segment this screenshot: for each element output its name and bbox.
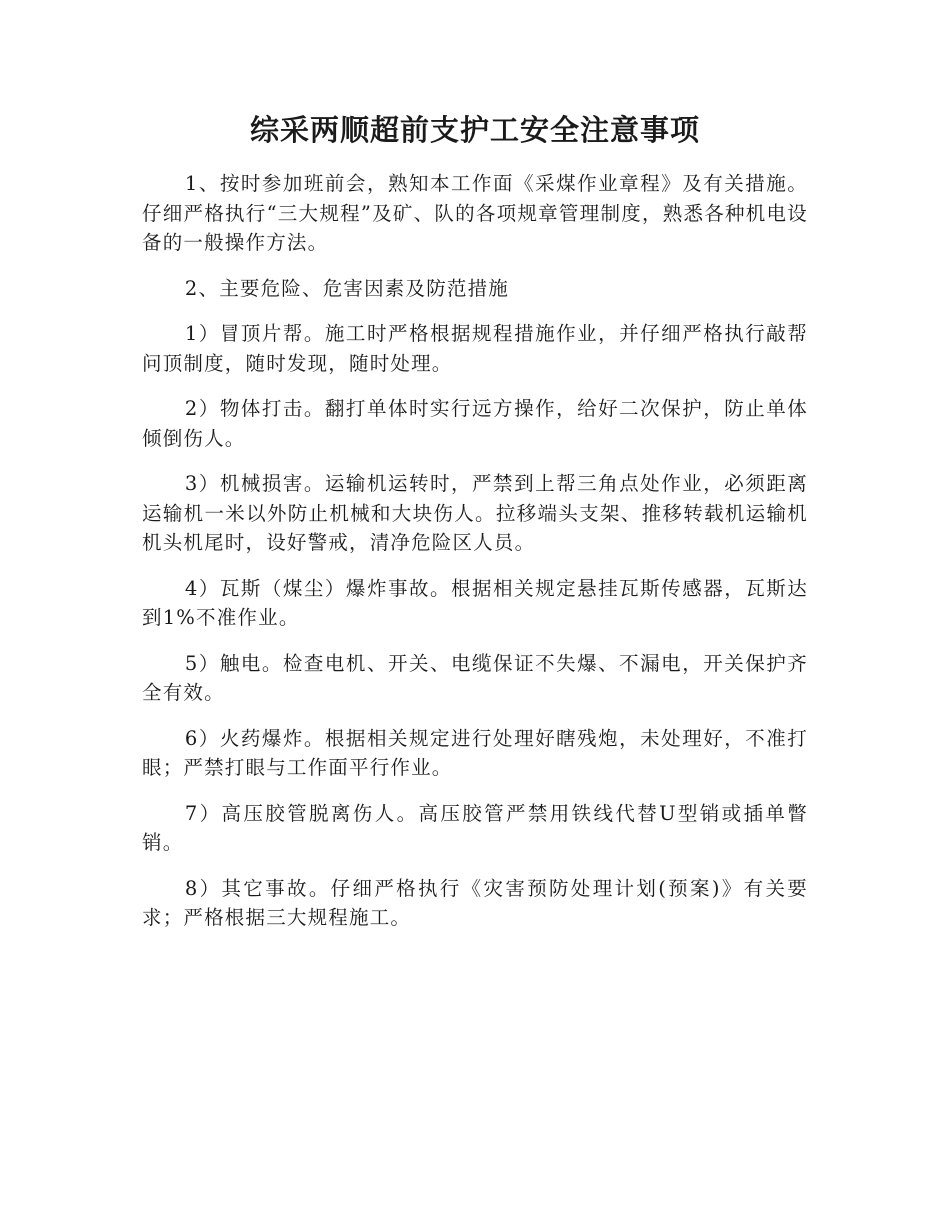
paragraph-7: 5）触电。检查电机、开关、电缆保证不失爆、不漏电，开关保护齐全有效。 bbox=[142, 651, 808, 704]
paragraph-8: 6）火药爆炸。根据相关规定进行处理好瞎残炮，未处理好，不准打眼；严禁打眼与工作面平行作业。 bbox=[142, 726, 808, 779]
paragraph-2: 2、主要危险、危害因素及防范措施 bbox=[184, 276, 509, 300]
paragraph-6: 4）瓦斯（煤尘）爆炸事故。根据相关规定悬挂瓦斯传感器，瓦斯达到1%不准作业。 bbox=[142, 576, 808, 629]
paragraph-1: 1、按时参加班前会，熟知本工作面《采煤作业章程》及有关措施。 仔细严格执行“三大规程”及矿、队的各项规章管理制度，熟悉各种机电设备的一般操作方法。 bbox=[142, 172, 808, 254]
document-title: 综采两顺超前支护工安全注意事项 bbox=[249, 113, 700, 147]
paragraph-5: 3）机械损害。运输机运转时，严禁到上帮三角点处作业，必须距离运输机一米以外防止机械和大块伤人。拉移端头支架、推移转载机运输机机头机尾时，设好警戒，清净危险区人员。 bbox=[142, 472, 808, 554]
paragraph-9: 7）高压胶管脱离伤人。高压胶管严禁用铁线代替U型销或插单瞥销。 bbox=[142, 801, 808, 854]
paragraph-4: 2）物体打击。翻打单体时实行远方操作，给好二次保护，防止单体倾倒伤人。 bbox=[142, 397, 808, 450]
document-body bbox=[142, 169, 808, 949]
paragraph-3: 1）冒顶片帮。施工时严格根据规程措施作业，并仔细严格执行敲帮问顶制度，随时发现，随时处理。 bbox=[142, 322, 808, 375]
paragraph-10: 8）其它事故。仔细严格执行《灾害预防处理计划(预案)》有关要求；严格根据三大规程施工。 bbox=[142, 876, 808, 929]
